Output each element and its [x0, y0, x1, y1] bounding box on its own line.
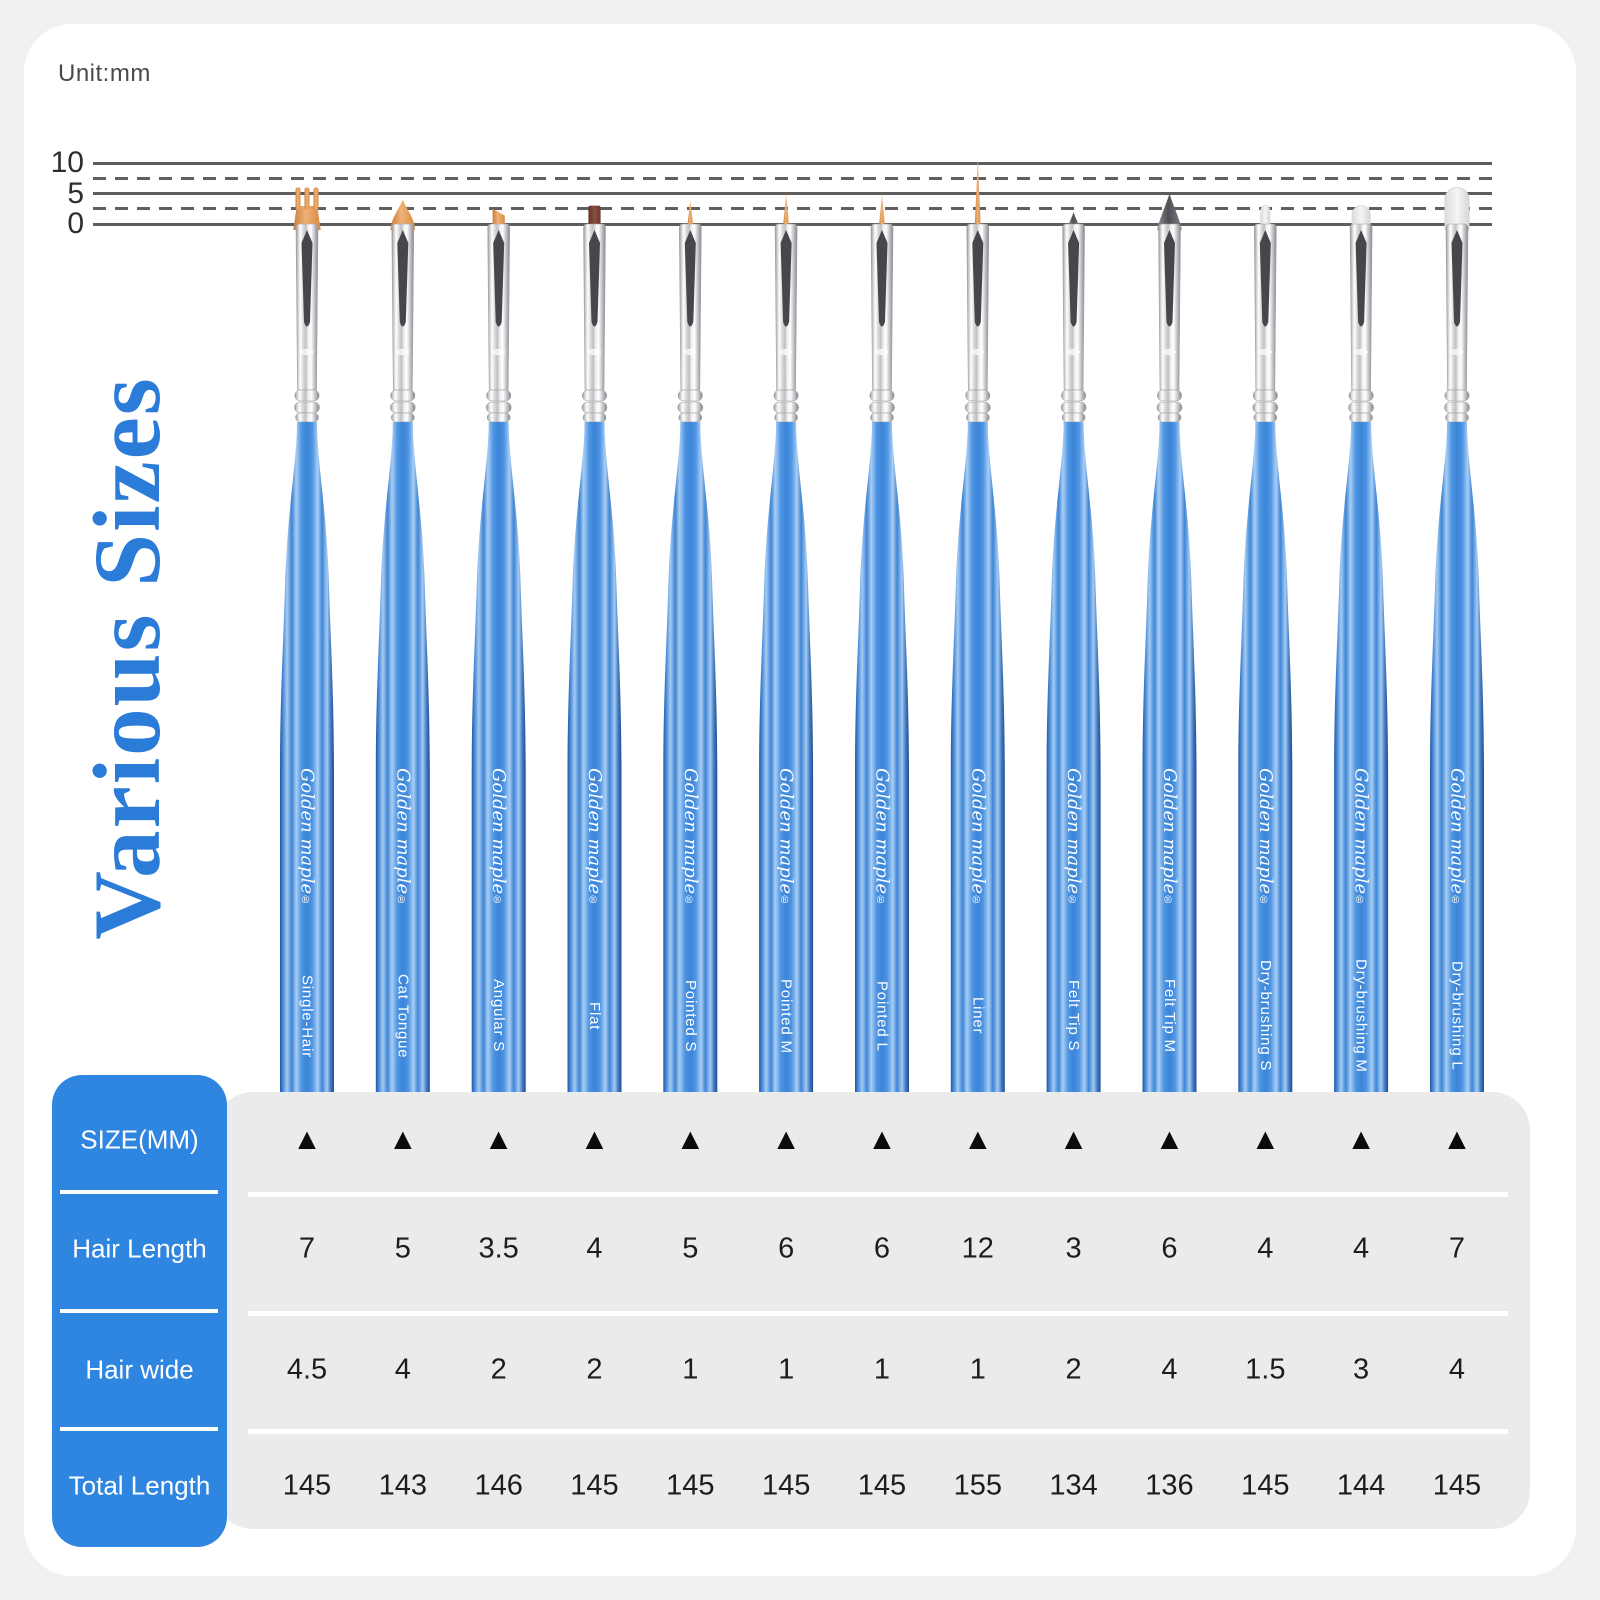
brush-crimp-ring [1061, 402, 1086, 413]
page-title: Various Sizes [74, 376, 180, 940]
table-value-cell: 2 [490, 1353, 507, 1386]
brush-crimp-ring [390, 402, 415, 413]
size-marker-triangle: ▲ [1058, 1123, 1089, 1156]
table-header-divider [60, 1190, 218, 1194]
table-row-header: SIZE(MM) [80, 1124, 199, 1155]
brush-crimp-ring [487, 413, 510, 422]
table-value-cell: 145 [1241, 1469, 1290, 1502]
brush-crimp-ring [296, 413, 319, 422]
brush-brand-label: Golden maple ® [679, 768, 701, 906]
brush-name-label: Angular S [490, 979, 508, 1053]
brush-hair [975, 157, 981, 230]
brush-crimp-ring [1062, 413, 1085, 422]
brush-crimp-ring [966, 413, 989, 422]
table-header-divider [60, 1309, 218, 1313]
table-value-cell: 6 [1161, 1232, 1178, 1265]
brush-brand-label: Golden maple ® [1446, 768, 1468, 906]
table-value-cell: 5 [394, 1232, 411, 1265]
brush-crimp-ring [295, 402, 320, 413]
table-value-cell: 145 [282, 1469, 332, 1502]
brush-brand-label: Golden maple ® [296, 768, 318, 906]
table-value-cell: 7 [1448, 1232, 1466, 1265]
registered-mark: ® [1162, 894, 1174, 906]
brush-ferrule-glint [1355, 349, 1368, 355]
table-value-cell: 145 [1432, 1469, 1482, 1502]
table-value-cell: 145 [666, 1469, 715, 1502]
registered-mark: ® [1066, 894, 1078, 906]
brush-crimp-ring [391, 390, 415, 401]
brush-crimp-ring [1349, 390, 1373, 401]
registered-mark: ® [970, 894, 982, 906]
registered-mark: ® [874, 894, 886, 906]
table-value-cell: 3 [1353, 1353, 1370, 1386]
table-row-header: Total Length [68, 1470, 211, 1501]
brush-crimp-ring [1253, 402, 1278, 413]
brush-crimp-ring [1157, 402, 1182, 413]
table-value-cell: 4 [1257, 1232, 1274, 1265]
size-marker-triangle: ▲ [579, 1123, 610, 1156]
table-value-cell: 4 [1448, 1353, 1466, 1386]
brush-hair-tine [314, 187, 319, 210]
table-value-cell: 6 [873, 1232, 891, 1265]
brush-crimp-ring [678, 390, 702, 401]
brush-brand-label: Golden maple ® [871, 768, 893, 906]
size-marker-triangle: ▲ [1346, 1123, 1376, 1156]
brush-name-label: Pointed L [873, 980, 891, 1052]
table-value-cell: 7 [298, 1232, 316, 1265]
registered-mark: ® [1354, 894, 1366, 906]
registered-mark: ® [683, 894, 695, 906]
brush-ferrule-glint [971, 349, 984, 355]
brush-brand-label: Golden maple ® [1350, 768, 1372, 906]
brush-name-label: Dry-brushing S [1256, 960, 1274, 1072]
brush-name-label: Cat Tongue [394, 973, 412, 1059]
table-value-cell: 144 [1336, 1469, 1386, 1502]
brush-crimp-ring [871, 413, 894, 422]
brush-brand-label: Golden maple ® [775, 768, 797, 906]
brush-crimp-ring [487, 390, 511, 401]
registered-mark: ® [779, 894, 791, 906]
brush-crimp-ring [1445, 402, 1470, 413]
table-value-cell: 136 [1145, 1469, 1194, 1502]
registered-mark: ® [395, 894, 407, 906]
table-value-cell: 146 [474, 1469, 523, 1502]
ruler-tick-label: 10 [50, 146, 84, 179]
brush-name-label: Pointed S [681, 979, 699, 1053]
brush-crimp-ring [966, 390, 990, 401]
brush-ferrule-glint [588, 349, 601, 355]
brush-ferrule-glint [301, 349, 314, 355]
table-value-cell: 2 [586, 1353, 603, 1386]
size-marker-triangle: ▲ [387, 1123, 418, 1156]
brush-name-label: Dry-brushing M [1352, 959, 1370, 1073]
size-marker-triangle: ▲ [675, 1123, 706, 1156]
brush-name-label: Dry-brushing L [1448, 961, 1466, 1071]
brush-name-label: Pointed M [777, 978, 795, 1054]
brush-brand-label: Golden maple ® [1254, 768, 1276, 906]
table-value-cell: 4 [586, 1232, 603, 1265]
table-value-cell: 5 [682, 1232, 699, 1265]
brush-crimp-ring [295, 390, 319, 401]
size-marker-triangle: ▲ [292, 1123, 322, 1156]
brush-ferrule-glint [492, 349, 505, 355]
brush-crimp-ring [1445, 390, 1469, 401]
brush-name-label: Felt Tip S [1065, 980, 1083, 1052]
brush-brand-label: Golden maple ® [1158, 768, 1180, 906]
registered-mark: ® [300, 894, 311, 906]
brush-crimp-ring [1254, 413, 1277, 422]
brush-crimp-ring [679, 413, 702, 422]
table-divider [248, 1192, 1508, 1197]
brush-crimp-ring [774, 402, 799, 413]
table-value-cell: 145 [570, 1469, 619, 1502]
size-marker-triangle: ▲ [1442, 1123, 1472, 1156]
brush-crimp-ring [678, 402, 703, 413]
table-value-cell: 145 [761, 1469, 811, 1502]
table-value-cell: 1 [778, 1353, 795, 1386]
unit-label: Unit:mm [58, 60, 151, 87]
brush-crimp-ring [965, 402, 990, 413]
table-value-cell: 1.5 [1245, 1353, 1286, 1386]
brush-brand-label: Golden maple ® [1063, 768, 1085, 906]
brush-crimp-ring [1253, 390, 1277, 401]
brush-crimp-ring [870, 402, 895, 413]
brush-ferrule-glint [1067, 349, 1080, 355]
brush-crimp-ring [582, 402, 607, 413]
table-value-cell: 143 [378, 1469, 428, 1502]
table-value-cell: 1 [682, 1353, 699, 1386]
brush-hair-tine [305, 187, 310, 210]
brush-hair [1445, 187, 1469, 230]
brush-ferrule-glint [876, 349, 889, 355]
registered-mark: ® [587, 894, 599, 906]
brush-brand-label: Golden maple ® [488, 768, 510, 906]
brush-brand-label: Golden maple ® [392, 768, 414, 906]
size-marker-triangle: ▲ [962, 1123, 993, 1156]
brush-crimp-ring [1350, 413, 1373, 422]
brush-crimp-ring [1061, 390, 1085, 401]
brush-crimp-ring [775, 413, 798, 422]
table-value-cell: 4 [394, 1353, 411, 1386]
brush-brand-label: Golden maple ® [967, 768, 989, 906]
brush-name-label: Felt Tip M [1160, 979, 1178, 1053]
brush-crimp-ring [486, 402, 511, 413]
table-value-cell: 12 [961, 1232, 994, 1265]
table-value-cell: 1 [873, 1353, 891, 1386]
brush-brand-label: Golden maple ® [583, 768, 605, 906]
ruler-tick-label: 0 [67, 207, 84, 240]
table-row-header: Hair Length [72, 1233, 207, 1264]
table-value-cell: 134 [1049, 1469, 1098, 1502]
brush-name-label: Flat [585, 1001, 603, 1031]
table-value-cell: 3.5 [478, 1232, 519, 1265]
table-value-cell: 2 [1065, 1353, 1082, 1386]
brush-crimp-ring [1157, 390, 1181, 401]
registered-mark: ® [1258, 894, 1270, 906]
brush-name-label: Single-Hair [298, 974, 316, 1058]
brush-crimp-ring [582, 390, 606, 401]
brush-ferrule-glint [396, 349, 409, 355]
table-value-cell: 4.5 [286, 1353, 328, 1386]
table-header-divider [60, 1427, 218, 1431]
table-row-header: Hair wide [85, 1354, 194, 1385]
registered-mark: ® [1449, 894, 1461, 906]
registered-mark: ® [491, 894, 503, 906]
table-value-cell: 1 [969, 1353, 986, 1386]
table-value-cell: 145 [857, 1469, 907, 1502]
brush-crimp-ring [774, 390, 798, 401]
table-value-cell: 4 [1353, 1232, 1370, 1265]
size-marker-triangle: ▲ [771, 1123, 801, 1156]
brush-ferrule-glint [684, 349, 697, 355]
table-value-cell: 6 [778, 1232, 795, 1265]
table-divider [248, 1311, 1508, 1316]
size-marker-triangle: ▲ [483, 1123, 514, 1156]
brush-hair-tine [296, 187, 301, 210]
table-value-cell: 155 [953, 1469, 1002, 1502]
size-marker-triangle: ▲ [1250, 1123, 1281, 1156]
brush-crimp-ring [1446, 413, 1469, 422]
brush-ferrule-glint [1259, 349, 1272, 355]
brush-name-label: Liner [969, 997, 987, 1035]
table-divider [248, 1429, 1508, 1434]
brush-ferrule-glint [1451, 349, 1464, 355]
table-value-cell: 4 [1161, 1353, 1178, 1386]
brush-crimp-ring [870, 390, 894, 401]
brush-crimp-ring [1158, 413, 1181, 422]
brush-ferrule-glint [780, 349, 793, 355]
brush-ferrule-glint [1163, 349, 1176, 355]
table-value-cell: 3 [1065, 1232, 1082, 1265]
brush-crimp-ring [1349, 402, 1374, 413]
ruler-tick-label: 5 [67, 176, 84, 210]
size-marker-triangle: ▲ [1154, 1123, 1185, 1156]
size-marker-triangle: ▲ [867, 1123, 897, 1156]
brush-crimp-ring [391, 413, 414, 422]
brush-crimp-ring [583, 413, 606, 422]
